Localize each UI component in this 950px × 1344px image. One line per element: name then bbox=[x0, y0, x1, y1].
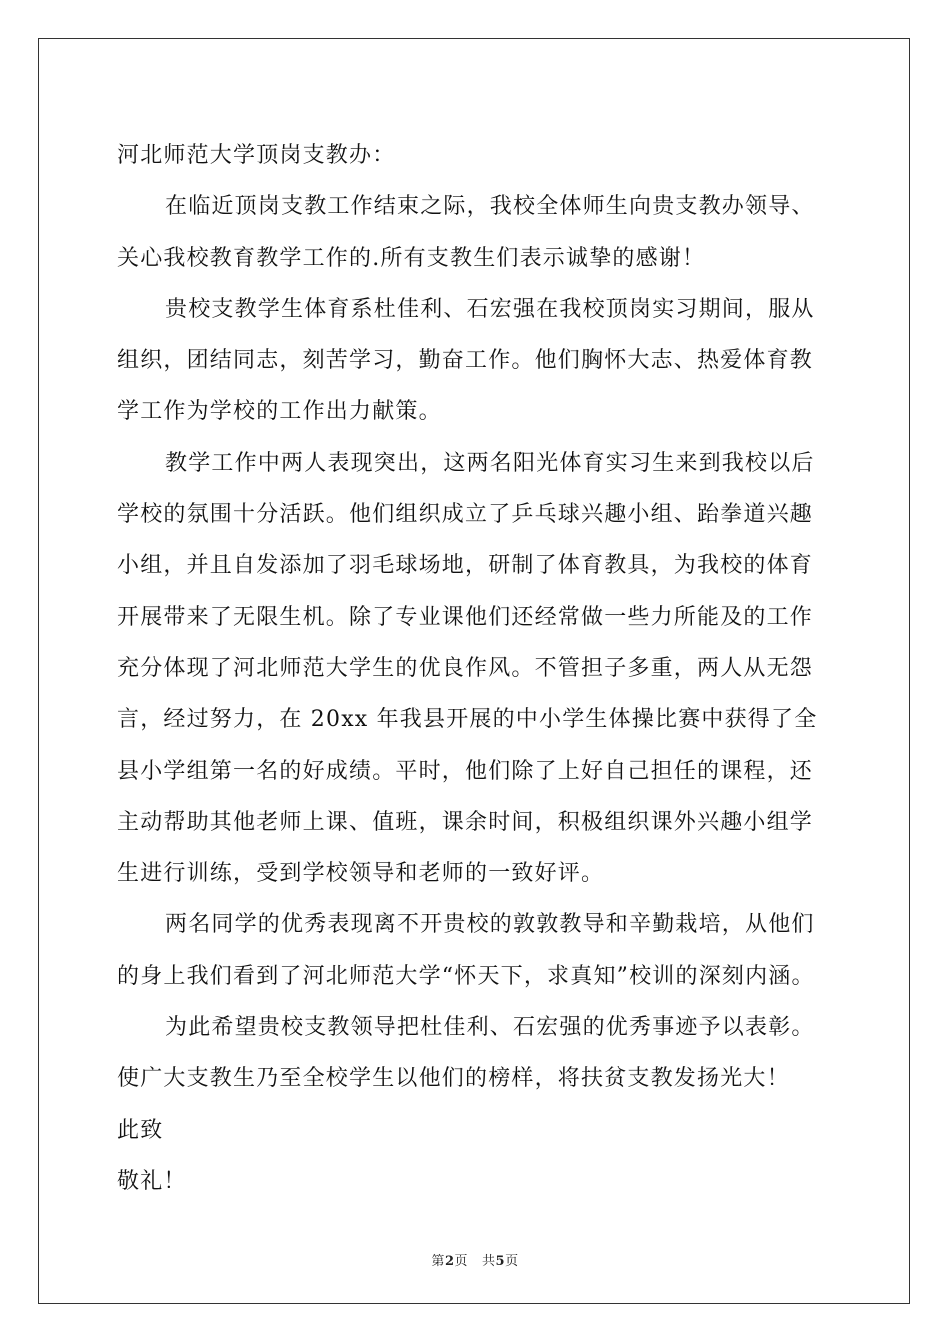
page-suffix: 页 bbox=[454, 1254, 468, 1269]
paragraph-1-line-2: 关心我校教育教学工作的.所有支教生们表示诚挚的感谢！ bbox=[117, 245, 706, 271]
paragraph-4-line-2: 的身上我们看到了河北师范大学“怀天下，求真知”校训的深刻内涵。 bbox=[117, 963, 815, 989]
paragraph-2-line-3: 学工作为学校的工作出力献策。 bbox=[117, 399, 442, 425]
paragraph-3-line-4: 开展带来了无限生机。除了专业课他们还经常做一些力所能及的工作 bbox=[117, 604, 814, 630]
total-prefix: 共 bbox=[482, 1254, 496, 1269]
paragraph-3-line-7: 县小学组第一名的好成绩。平时，他们除了上好自己担任的课程，还 bbox=[117, 758, 814, 784]
paragraph-3-line-2: 学校的氛围十分活跃。他们组织成立了乒乓球兴趣小组、跆拳道兴趣 bbox=[117, 502, 814, 528]
paragraph-3-line-3: 小组，并且自发添加了羽毛球场地，研制了体育教具，为我校的体育 bbox=[117, 553, 814, 579]
closing-line-2: 敬礼！ bbox=[117, 1168, 187, 1194]
letter-body bbox=[117, 130, 857, 1207]
paragraph-3-line-8: 主动帮助其他老师上课、值班，课余时间，积极组织课外兴趣小组学 bbox=[117, 809, 814, 835]
total-page-number: 5 bbox=[495, 1254, 506, 1269]
paragraph-1-line-1: 在临近顶岗支教工作结束之际，我校全体师生向贵支教办领导、 bbox=[165, 194, 815, 220]
paragraph-5-line-2: 使广大支教生乃至全校学生以他们的榜样，将扶贫支教发扬光大！ bbox=[117, 1066, 790, 1092]
page-footer bbox=[0, 1250, 950, 1269]
paragraph-3-line-9: 生进行训练，受到学校领导和老师的一致好评。 bbox=[117, 861, 605, 887]
closing-line-1: 此致 bbox=[117, 1117, 164, 1143]
salutation: 河北师范大学顶岗支教办： bbox=[117, 143, 396, 168]
paragraph-4-line-1: 两名同学的优秀表现离不开贵校的敦敦教导和辛勤栽培，从他们 bbox=[165, 912, 815, 938]
total-suffix: 页 bbox=[505, 1254, 519, 1269]
current-page-number: 2 bbox=[444, 1254, 455, 1269]
paragraph-2-line-2: 组织，团结同志，刻苦学习，勤奋工作。他们胸怀大志、热爱体育教 bbox=[117, 348, 814, 374]
page-prefix: 第 bbox=[431, 1254, 445, 1269]
paragraph-3-line-6: 言，经过努力，在 20xx 年我县开展的中小学生体操比赛中获得了全 bbox=[117, 707, 818, 733]
paragraph-3-line-1: 教学工作中两人表现突出，这两名阳光体育实习生来到我校以后 bbox=[165, 450, 815, 476]
paragraph-3-line-5: 充分体现了河北师范大学生的优良作风。不管担子多重，两人从无怨 bbox=[117, 655, 814, 681]
paragraph-5-line-1: 为此希望贵校支教领导把杜佳利、石宏强的优秀事迹予以表彰。 bbox=[165, 1015, 815, 1041]
paragraph-2-line-1: 贵校支教学生体育系杜佳利、石宏强在我校顶岗实习期间，服从 bbox=[165, 296, 815, 322]
